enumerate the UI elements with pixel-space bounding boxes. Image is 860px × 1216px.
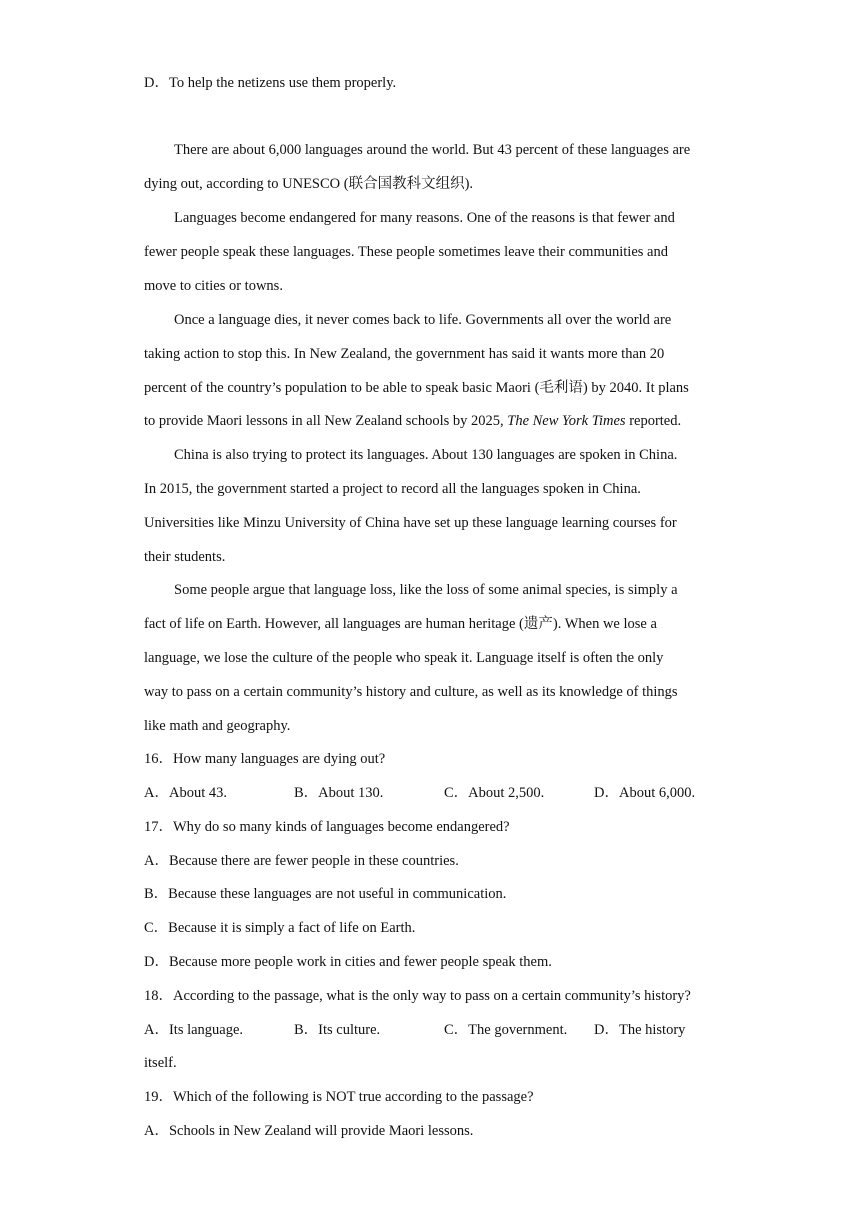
option-b[interactable]: B．Its culture.: [294, 1022, 381, 1038]
previous-option-d: D．To help the netizens use them properly.: [144, 75, 397, 91]
passage-line: fewer people speak these languages. These people sometimes leave their communities and: [144, 244, 668, 260]
option-b[interactable]: B．Because these languages are not useful in communication.: [144, 886, 507, 902]
passage-line: Languages become endangered for many reasons. One of the reasons is that fewer and: [174, 210, 675, 226]
question-stem: 18．According to the passage, what is the only way to pass on a certain community’s history?: [144, 988, 691, 1004]
newspaper-title: The New York Times: [507, 413, 626, 429]
passage-text: reported.: [625, 413, 682, 429]
option-a[interactable]: A．Its language.: [144, 1022, 244, 1038]
option-d-continuation: itself.: [144, 1055, 177, 1071]
option-c[interactable]: C．The government.: [444, 1022, 568, 1038]
question-stem: 16．How many languages are dying out?: [144, 751, 386, 767]
passage-line: Universities like Minzu University of China have set up these language learning courses for: [144, 515, 677, 531]
passage-line: language, we lose the culture of the people who speak it. Language itself is often the only: [144, 650, 664, 666]
passage-line: taking action to stop this. In New Zealand, the government has said it wants more than 20: [144, 346, 665, 362]
passage-line: There are about 6,000 languages around the world. But 43 percent of these languages are: [174, 142, 691, 158]
passage-line: move to cities or towns.: [144, 278, 283, 294]
option-a[interactable]: A．Because there are fewer people in these countries.: [144, 853, 459, 869]
passage-line: way to pass on a certain community’s history and culture, as well as its knowledge of things: [144, 684, 678, 700]
passage-line: their students.: [144, 549, 226, 565]
passage-line: Some people argue that language loss, like the loss of some animal species, is simply a: [174, 582, 678, 598]
question-stem: 17．Why do so many kinds of languages become endangered?: [144, 819, 510, 835]
passage-line: fact of life on Earth. However, all languages are human heritage (遗产). When we lose a: [144, 616, 657, 632]
option-a[interactable]: A．Schools in New Zealand will provide Maori lessons.: [144, 1123, 474, 1139]
option-b[interactable]: B．About 130.: [294, 785, 384, 801]
passage-line: like math and geography.: [144, 718, 291, 734]
option-d[interactable]: D．About 6,000.: [594, 785, 696, 801]
option-d[interactable]: D．The history: [594, 1022, 686, 1038]
passage-line: Once a language dies, it never comes back to life. Governments all over the world are: [174, 312, 672, 328]
option-c[interactable]: C．Because it is simply a fact of life on Earth.: [144, 920, 416, 936]
question-stem: 19．Which of the following is NOT true according to the passage?: [144, 1089, 534, 1105]
option-d[interactable]: D．Because more people work in cities and fewer people speak them.: [144, 954, 552, 970]
passage-line: dying out, according to UNESCO (联合国教科文组织).: [144, 176, 474, 192]
option-a[interactable]: A．About 43.: [144, 785, 227, 801]
passage-line: percent of the country’s population to be able to speak basic Maori (毛利语) by 2040. It plans: [144, 380, 689, 396]
option-c[interactable]: C．About 2,500.: [444, 785, 545, 801]
passage-text: to provide Maori lessons in all New Zealand schools by 2025,: [144, 413, 508, 429]
passage-line: China is also trying to protect its languages. About 130 languages are spoken in China.: [174, 447, 678, 463]
passage-line: In 2015, the government started a project to record all the languages spoken in China.: [144, 481, 641, 497]
passage-line: [144, 411, 724, 431]
